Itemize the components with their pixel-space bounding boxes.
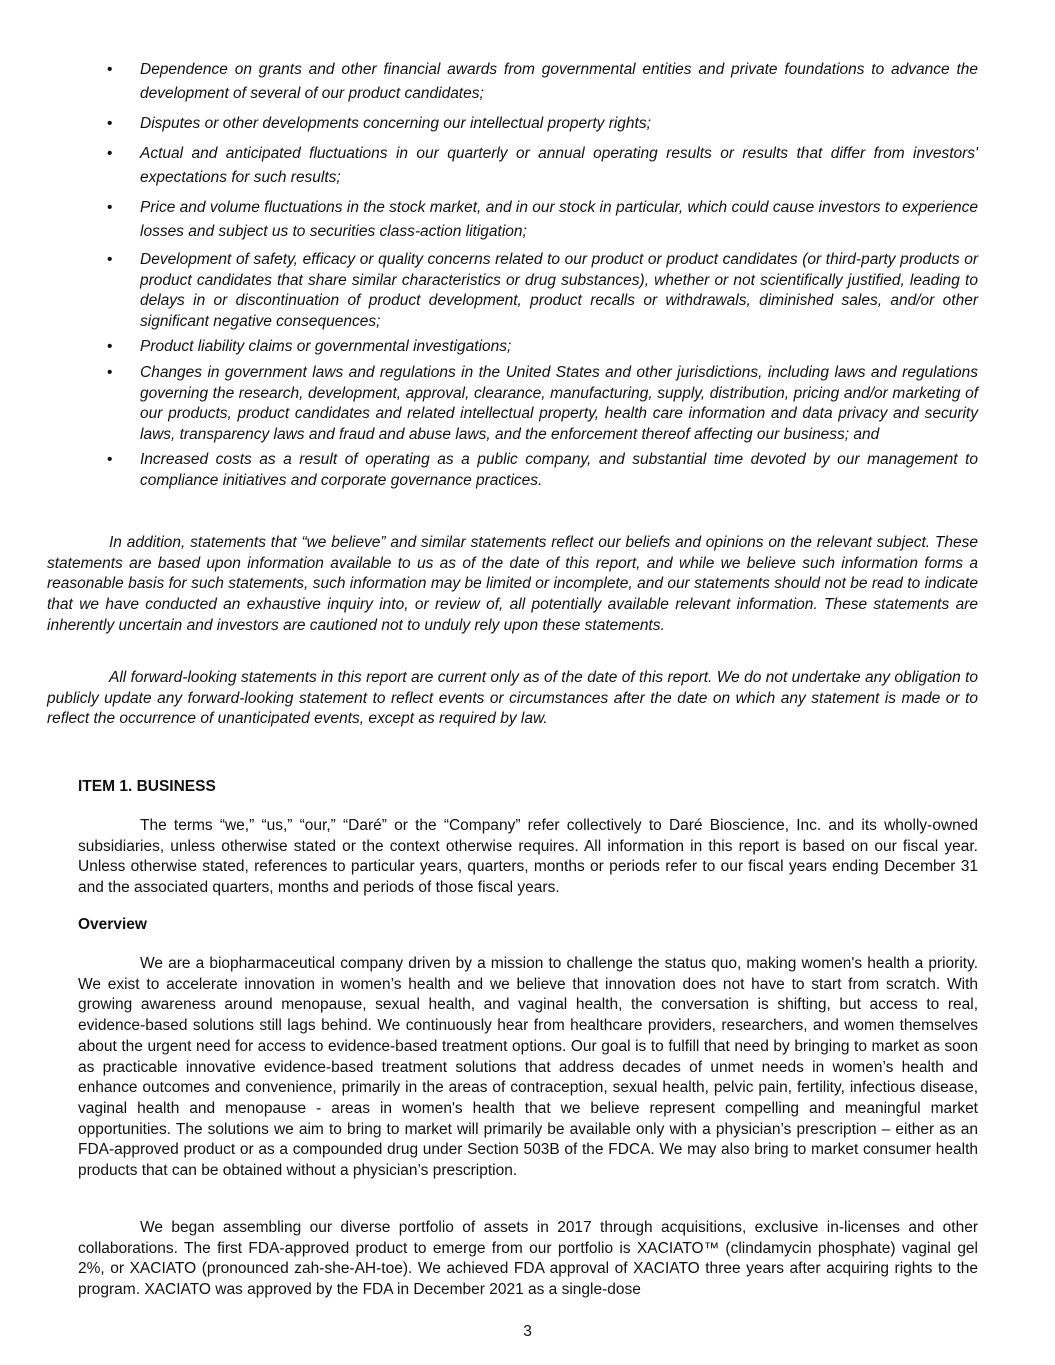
item1-paragraph: The terms “we,” “us,” “our,” “Daré” or the “Company” refer collectively to Daré Bioscience, Inc. and its wholly-owned subsidiaries, unless otherwise stated or the context otherwise requires. All information in this report is based on our fiscal year. Unless otherwise stated, references to particular years, quarters, months or periods refer to our fiscal years ending December 31 and the associated quarters, months and periods of those fiscal years. xyxy=(78,817,978,897)
list-item-text: Product liability claims or governmental investigations; xyxy=(140,338,512,356)
list-item xyxy=(107,337,978,358)
bullet-icon: • xyxy=(107,61,113,78)
portfolio-paragraph: We began assembling our diverse portfolio of assets in 2017 through acquisitions, exclusive in-licenses and other collaborations. The first FDA-approved product to emerge from our portfolio is XACIATO™ (clindamycin phosphate) vaginal gel 2%, or XACIATO (pronounced zah-she-AH-toe). We achieved FDA approval of XACIATO three years after acquiring rights to the program. XACIATO was approved by the FDA in December 2021 as a single-dose xyxy=(78,1219,978,1299)
list-item-text: Dependence on grants and other financial awards from governmental entities and private foundations to advance the development of several of our product candidates; xyxy=(140,61,978,102)
list-item xyxy=(107,363,978,445)
list-item-text: Changes in government laws and regulations in the United States and other jurisdictions, including laws and regulations governing the research, development, approval, clearance, manufacturing, supply, distribution, pricing and/or marketing of our products, product candidates and related intellectual property, health care information and data privacy and security laws, transparency laws and fraud and abuse laws, and the enforcement thereof affecting our business; and xyxy=(140,363,978,443)
bullet-icon: • xyxy=(107,145,113,162)
item1-heading: ITEM 1. BUSINESS xyxy=(78,778,216,795)
list-item xyxy=(107,450,978,491)
bullet-icon: • xyxy=(107,363,113,381)
list-item-text: Price and volume fluctuations in the stock market, and in our stock in particular, which could cause investors to experience losses and subject us to securities class-action litigation; xyxy=(140,199,978,240)
list-item-text: Disputes or other developments concerning our intellectual property rights; xyxy=(140,115,651,132)
risk-factor-list xyxy=(107,58,978,497)
list-item-text: Development of safety, efficacy or quality concerns related to our product or product candidates (or third-party products or product candidates that share similar characteristics or drug substances), whether or not scientifically justified, leading to delays in or discontinuation of product development, product recalls or withdrawals, diminished sales, and/or other significant negative consequences; xyxy=(140,251,978,330)
list-item xyxy=(107,58,978,106)
list-item xyxy=(107,142,978,190)
overview-paragraph: We are a biopharmaceutical company driven by a mission to challenge the status quo, making women's health a priority. We exist to accelerate innovation in women’s health and we believe that innovation does not have to start from scratch. With growing awareness around menopause, sexual health, and vaginal health, the conversation is shifting, but access to real, evidence-based solutions still lags behind. We continuously hear from healthcare providers, researchers, and women themselves about the urgent need for access to evidence-based treatment options. Our goal is to fulfill that need by bringing to market as soon as practicable innovative evidence-based treatment solutions that address decades of unmet needs in women’s health and enhance outcomes and convenience, primarily in the areas of contraception, sexual health, pelvic pain, fertility, infectious disease, vaginal health and menopause - areas in women's health that we believe represent compelling and meaningful market opportunities. The solutions we aim to bring to market will primarily be available only with a physician’s prescription – either as an FDA-approved product or as a compounded drug under Section 503B of the FDCA. We may also bring to market consumer health products that can be obtained without a physician’s prescription. xyxy=(78,955,978,1180)
bullet-icon: • xyxy=(107,451,113,469)
bullet-icon: • xyxy=(107,338,113,356)
bullet-icon: • xyxy=(107,115,113,132)
list-item xyxy=(107,250,978,332)
bullet-icon: • xyxy=(107,251,113,268)
bullet-icon: • xyxy=(107,199,113,216)
forward-looking-paragraph: All forward-looking statements in this report are current only as of the date of this report. We do not undertake any obligation to publicly update any forward-looking statement to reflect events or circumstances after the date on which any statement is made or to reflect the occurrence of unanticipated events, except as required by law. xyxy=(47,669,978,728)
belief-statement-paragraph: In addition, statements that “we believe” and similar statements reflect our beliefs and opinions on the relevant subject. These statements are based upon information available to us as of the date of this report, and while we believe such information forms a reasonable basis for such statements, such information may be limited or incomplete, and our statements should not be read to indicate that we have conducted an exhaustive inquiry into, or review of, all potentially available relevant information. These statements are inherently uncertain and investors are cautioned not to unduly rely upon these statements. xyxy=(47,534,978,634)
overview-heading: Overview xyxy=(78,916,147,933)
list-item-text: Increased costs as a result of operating as a public company, and substantial time devoted by our management to compliance initiatives and corporate governance practices. xyxy=(140,451,978,489)
list-item-text: Actual and anticipated fluctuations in our quarterly or annual operating results or results that differ from investors' expectations for such results; xyxy=(140,145,978,186)
list-item xyxy=(107,196,978,244)
page-number: 3 xyxy=(523,1323,532,1340)
list-item xyxy=(107,112,978,136)
